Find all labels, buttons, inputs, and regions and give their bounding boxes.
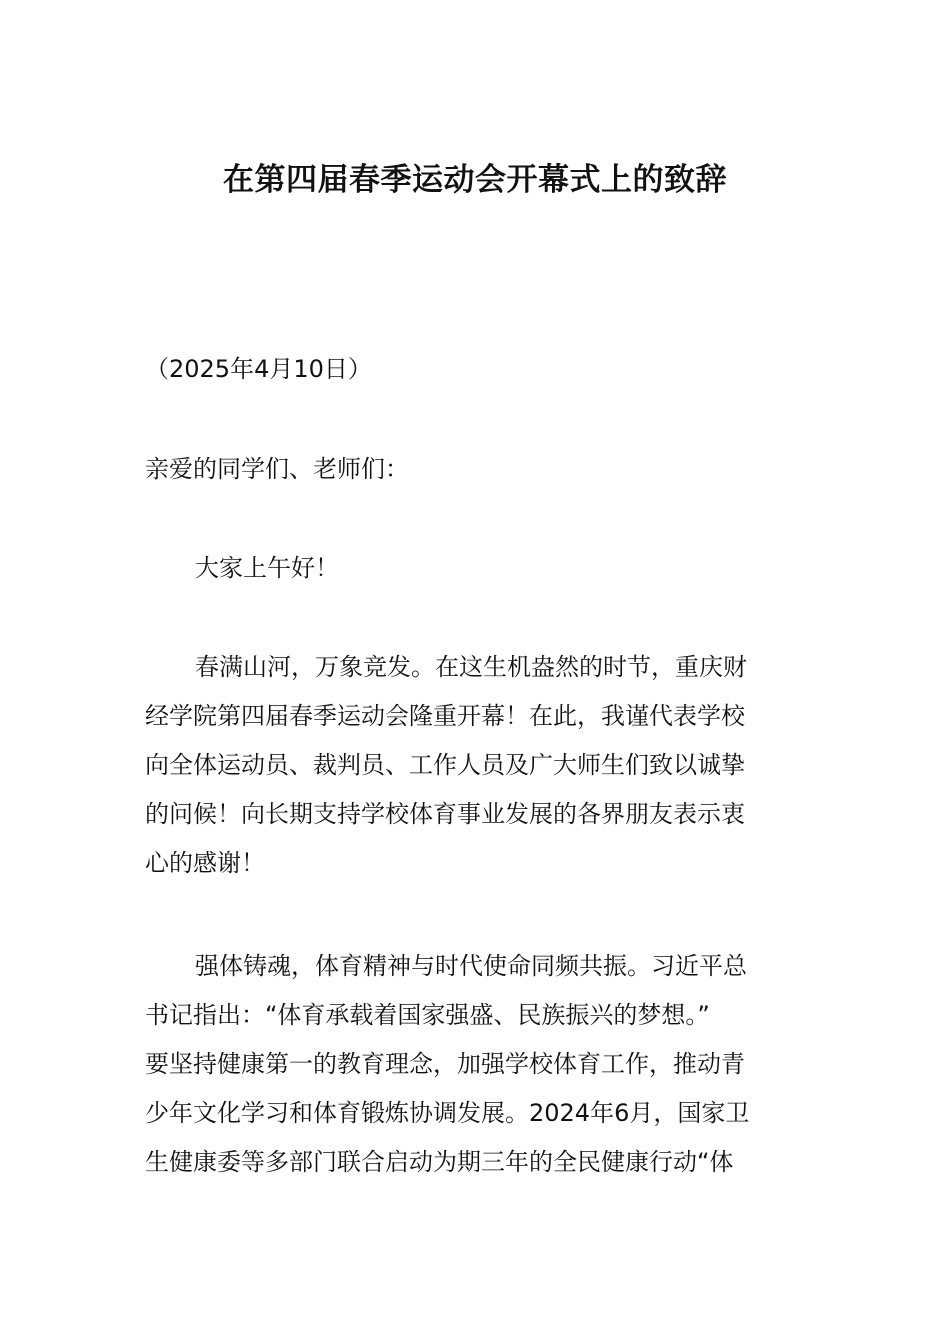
paragraph-line: 春满山河，万象竞发。在这生机盎然的时节，重庆财 [195, 653, 747, 681]
paragraph-2 [145, 942, 810, 1187]
paragraph-line: 向全体运动员、裁判员、工作人员及广大师生们致以诚挚 [145, 751, 745, 779]
paragraph-line: 心的感谢！ [145, 849, 265, 877]
paragraph-line: 强体铸魂，体育精神与时代使命同频共振。习近平总 [195, 952, 747, 980]
salutation: 亲爱的同学们、老师们： [145, 455, 409, 483]
document-title: 在第四届春季运动会开幕式上的致辞 [223, 162, 727, 198]
greeting: 大家上午好！ [195, 554, 339, 582]
paragraph-line: 要坚持健康第一的教育理念，加强学校体育工作，推动青 [145, 1050, 745, 1078]
paragraph-line: 书记指出：“体育承载着国家强盛、民族振兴的梦想。” [145, 1001, 710, 1029]
paragraph-line: 少年文化学习和体育锻炼协调发展。2024年6月，国家卫 [145, 1099, 750, 1127]
paragraph-line: 的问候！向长期支持学校体育事业发展的各界朋友表示衷 [145, 800, 745, 828]
paragraph-line: 生健康委等多部门联合启动为期三年的全民健康行动“体 [145, 1148, 734, 1176]
document-date: （2025年4月10日） [145, 355, 372, 383]
paragraph-1 [145, 643, 810, 888]
paragraph-line: 经学院第四届春季运动会隆重开幕！在此，我谨代表学校 [145, 702, 745, 730]
